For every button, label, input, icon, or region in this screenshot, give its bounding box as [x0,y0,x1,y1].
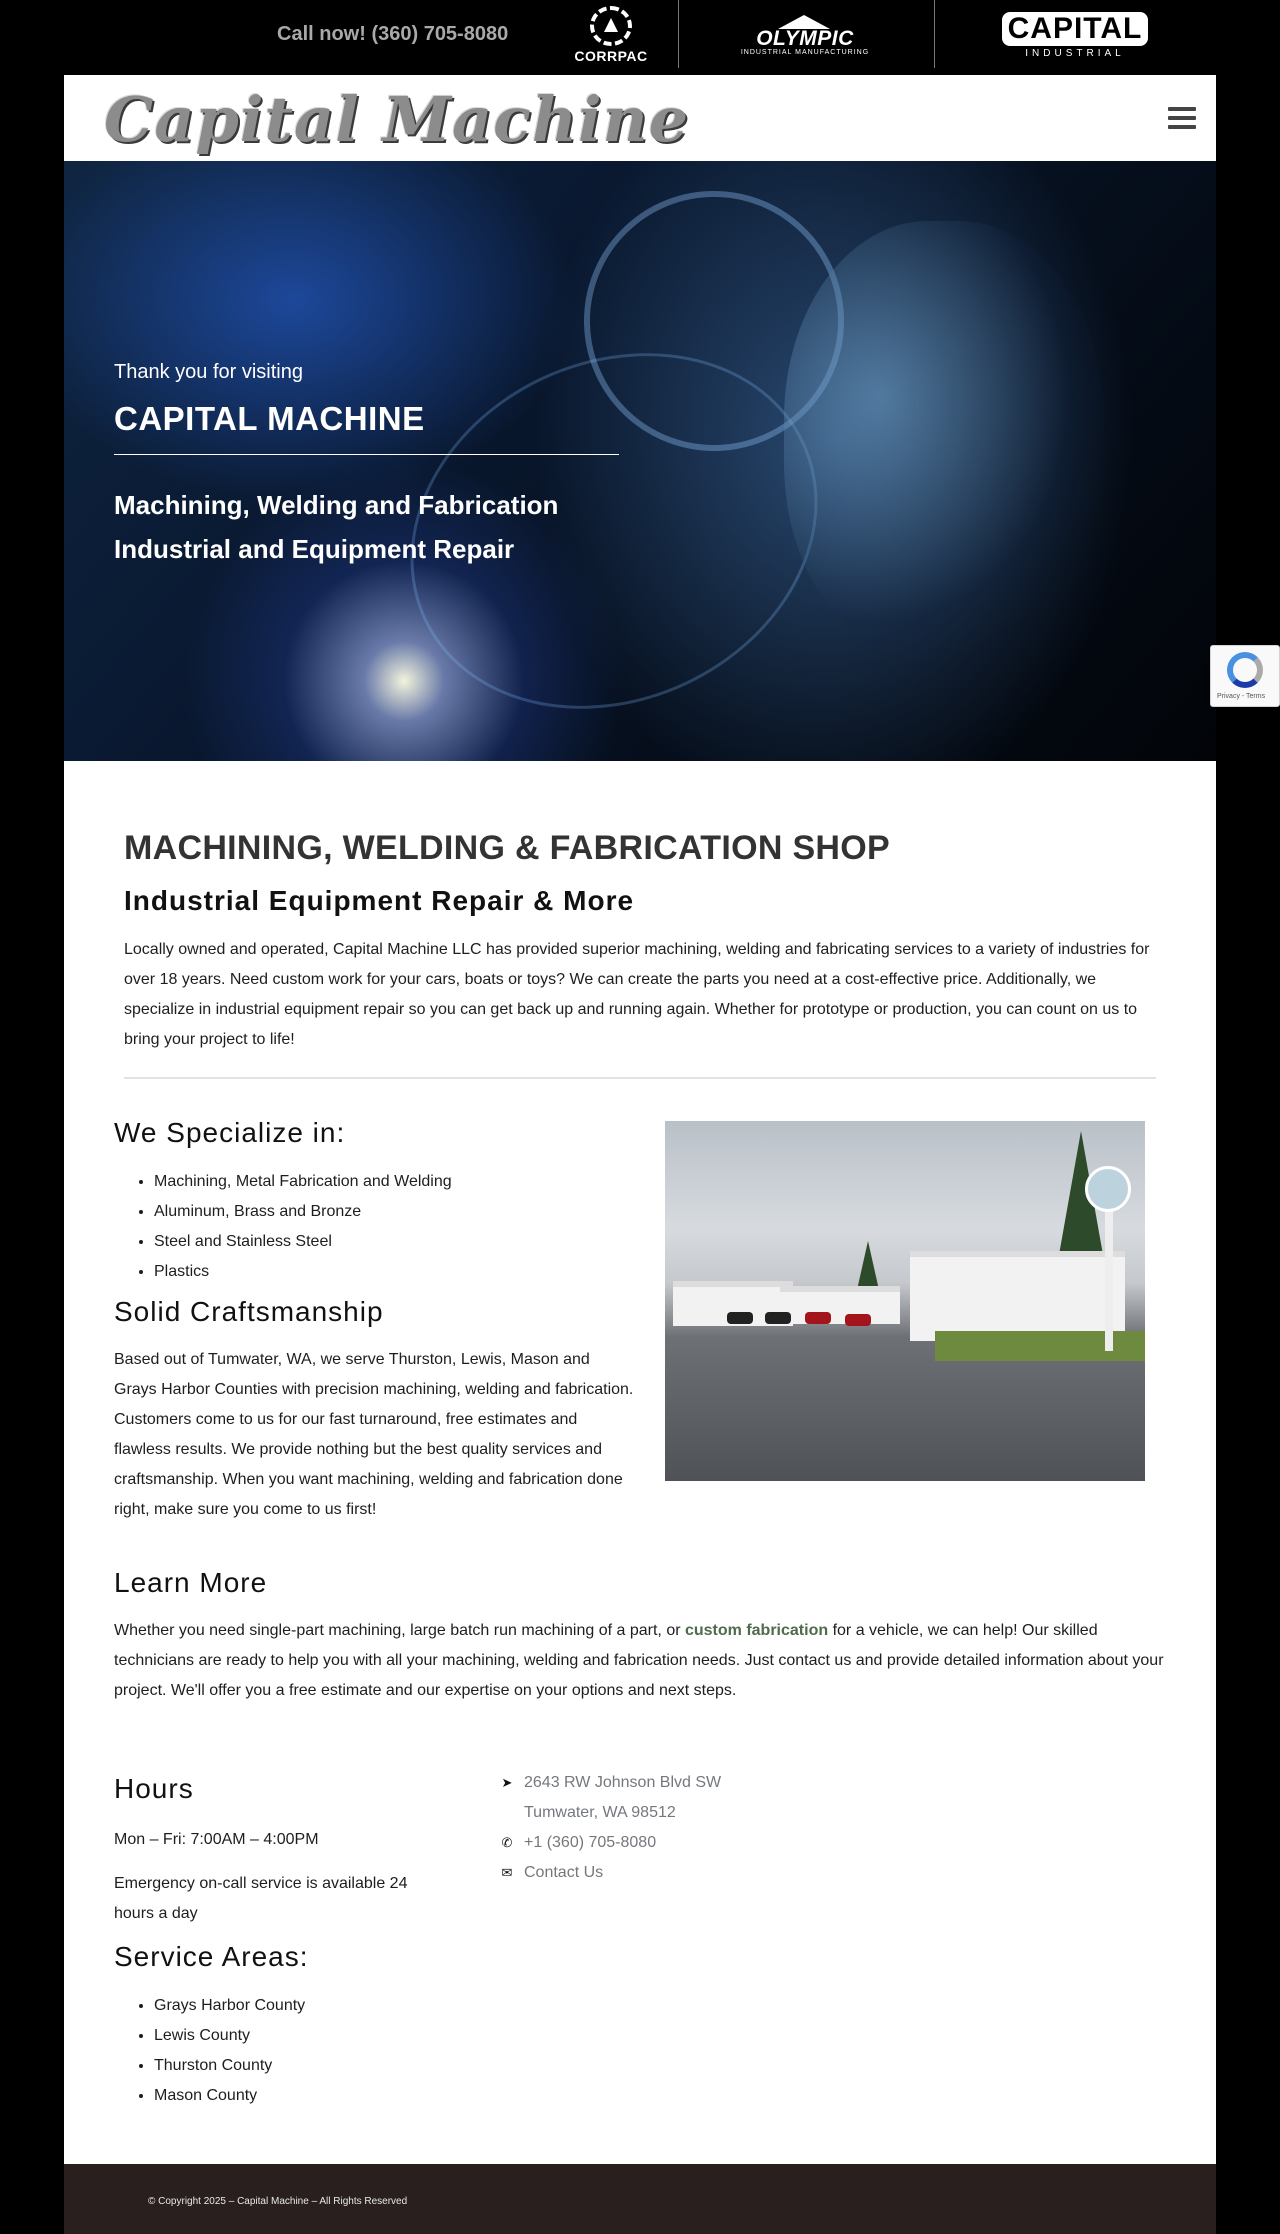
photo-car [765,1312,791,1324]
address-line1[interactable]: 2643 RW Johnson Blvd SW [524,1774,722,1791]
recaptcha-badge[interactable] [1210,645,1280,707]
photo-car [805,1312,831,1324]
photo-grass [935,1331,1145,1361]
copyright-text: © Copyright 2025 – Capital Machine – All Rights Reserved [148,2196,408,2207]
main-content [64,761,1216,2164]
address-line2[interactable]: Tumwater, WA 98512 [524,1804,676,1821]
corrpac-label: CORRPAC [574,48,648,64]
phone-icon: ✆ [501,1835,513,1850]
hero-banner [64,161,1216,761]
recaptcha-label[interactable]: Privacy - Terms [1217,693,1266,700]
hours-text: Mon – Fri: 7:00AM – 4:00PM [114,1831,319,1848]
call-now-link[interactable]: Call now! (360) 705-8080 [277,23,509,45]
craft-heading: Solid Craftsmanship [114,1296,384,1327]
contact-row[interactable] [500,1858,603,1888]
service-areas-heading: Service Areas: [114,1941,309,1972]
contact-us-link[interactable]: Contact Us [524,1864,604,1881]
photo-sign [1085,1166,1131,1212]
specialties-list [114,1167,452,1287]
hero-subtitle-line: Machining, Welding and Fabrication [114,490,559,520]
list-item: • Grays Harbor County [154,1991,305,2021]
emergency-text: Emergency on-call service is available 24 hours a day [114,1875,408,1922]
site-logo[interactable]: Capital Machine [104,83,690,156]
hero-subtitle [114,483,619,571]
list-item: • Plastics [154,1257,452,1287]
site-header [64,75,1216,161]
footer [64,2164,1216,2234]
shop-heading: MACHINING, WELDING & FABRICATION SHOP [124,829,891,867]
location-arrow-icon: ➤ [501,1775,513,1790]
phone-row[interactable] [500,1828,656,1858]
gear-mountain-icon [590,6,632,46]
specialize-heading: We Specialize in: [114,1117,346,1148]
photo-car [727,1312,753,1324]
olympic-logo[interactable] [730,0,880,70]
address-row[interactable] [500,1768,721,1798]
list-item: • Lewis County [154,2021,305,2051]
service-areas-list [114,1991,305,2111]
hamburger-menu-icon[interactable] [1168,107,1196,131]
brand-divider [934,0,935,68]
learn-paragraph [114,1616,1164,1706]
list-item: • Machining, Metal Fabrication and Welding [154,1167,452,1197]
capital-label: CAPITAL [1002,12,1149,46]
envelope-icon: ✉ [501,1865,513,1880]
photo-building [910,1251,1125,1341]
photo-car [845,1314,871,1326]
hero-text [114,361,619,571]
learn-heading: Learn More [114,1567,268,1598]
mountain-icon [760,15,850,29]
capital-industrial-logo[interactable] [995,0,1155,70]
address-row[interactable] [500,1798,676,1828]
capital-subtitle: INDUSTRIAL [1025,47,1125,59]
corrpac-logo[interactable] [572,0,650,70]
divider [124,1077,1156,1079]
welder-image [784,221,1104,661]
hero-subtitle-line: Industrial and Equipment Repair [114,534,515,564]
repair-heading: Industrial Equipment Repair & More [124,885,635,916]
custom-fabrication-link[interactable]: custom fabrication [684,1622,829,1639]
list-item: • Mason County [154,2081,305,2111]
top-bar [0,0,1280,75]
craft-paragraph: Based out of Tumwater, WA, we serve Thurston, Lewis, Mason and Grays Harbor Counties with precision machining, welding and fabrication. Customers come to us for our fast turnaround, free estimates and flawless results. We provide nothing but the best quality services and craftsmanship. When you want machining, welding and fabrication done right, make sure you come to us first! [114,1351,634,1518]
hours-heading: Hours [114,1773,194,1804]
olympic-label: OLYMPIC [756,26,854,50]
recaptcha-icon [1227,652,1263,688]
shop-building-photo [665,1121,1145,1481]
intro-paragraph: Locally owned and operated, Capital Machine LLC has provided superior machining, welding and fabricating services to a variety of industries for over 18 years. Need custom work for your cars, boats or toys? We can create the parts you need at a cost-effective price. Additionally, we specialize in industrial equipment repair so you can get back up and running again. Whether for prototype or production, you can count on us to bring your project to life! [124,941,1150,1048]
photo-building [780,1286,900,1324]
hero-title: CAPITAL MACHINE [114,400,619,455]
list-item: • Thurston County [154,2051,305,2081]
list-item: • Steel and Stainless Steel [154,1227,452,1257]
hero-intro: Thank you for visiting [114,361,303,383]
learn-text: for a vehicle, we can help! Our skilled technicians are ready to help you with all your machining, welding and fabrication needs. Just contact us and provide detailed information about your project. We'll offer you a free estimate and our expertise on your options and next steps. [114,1622,1164,1699]
phone-link[interactable]: +1 (360) 705-8080 [524,1834,657,1851]
list-item: • Aluminum, Brass and Bronze [154,1197,452,1227]
learn-text: Whether you need single-part machining, large batch run machining of a part, or [114,1622,685,1639]
olympic-subtitle: INDUSTRIAL MANUFACTURING [740,48,870,56]
brand-divider [678,0,679,68]
